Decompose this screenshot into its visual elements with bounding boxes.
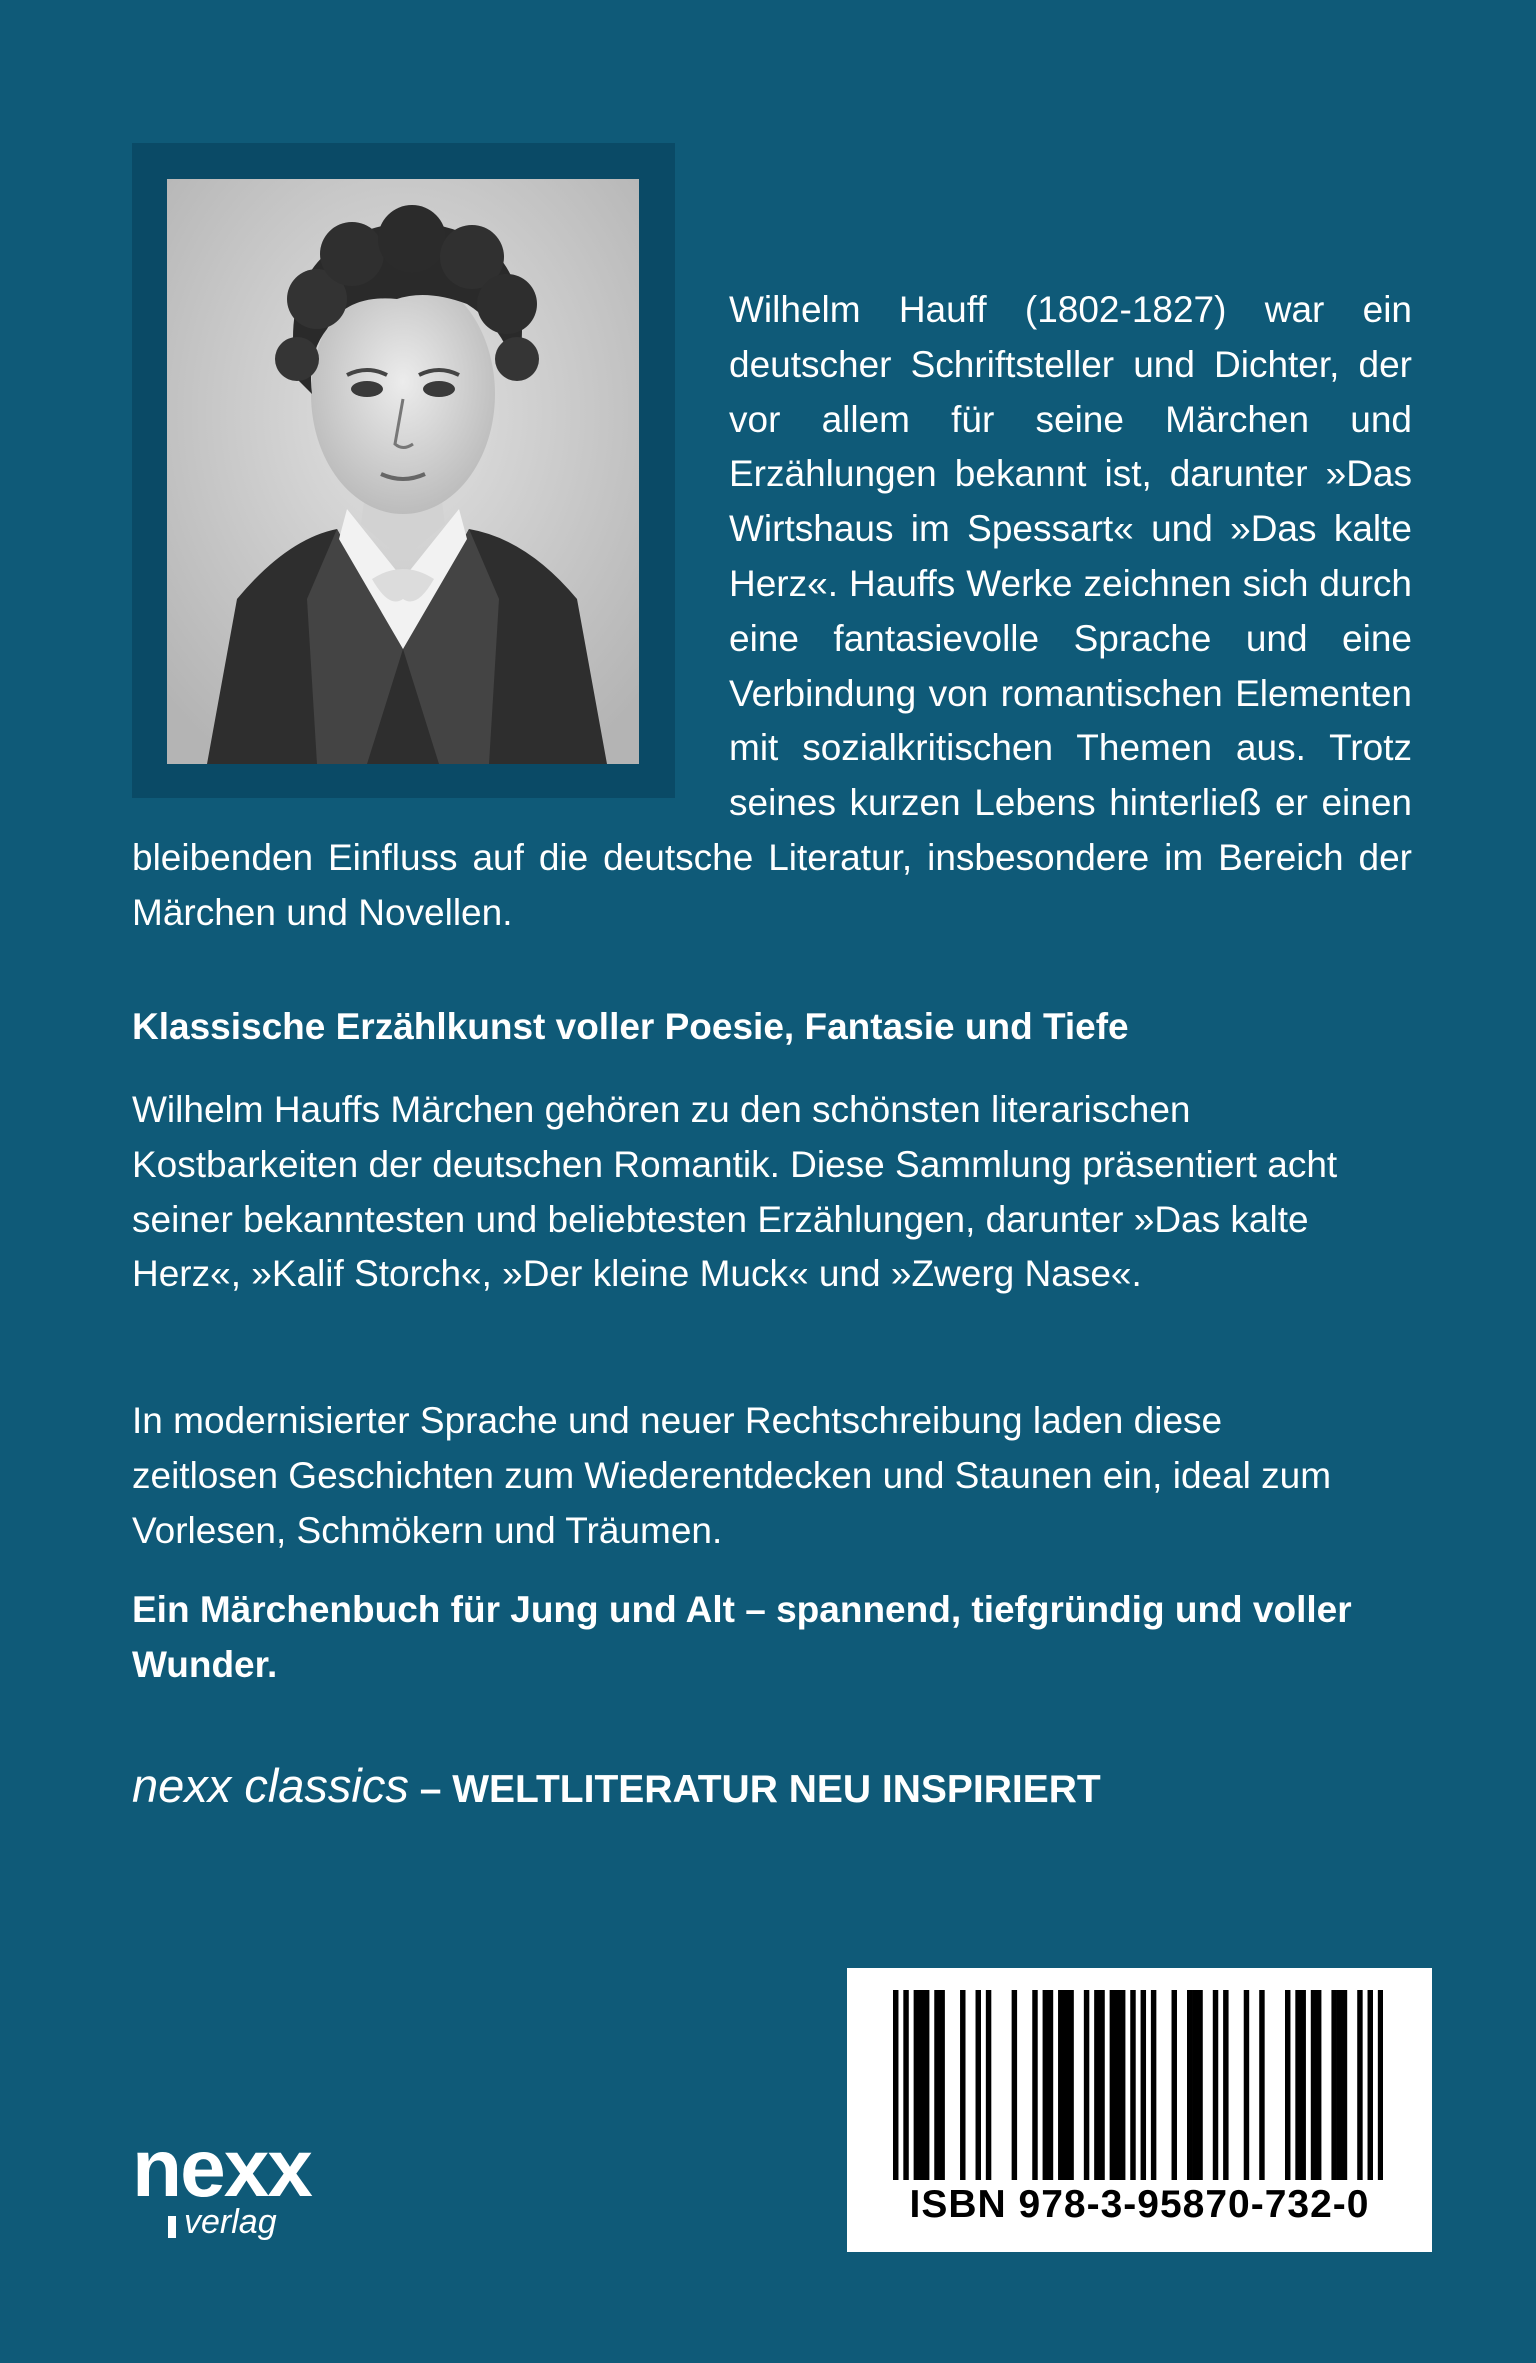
series-claim: – WELTLITERATUR NEU INSPIRIERT	[408, 1768, 1101, 1811]
barcode-bar	[1223, 1990, 1228, 2180]
barcode-bar	[1259, 1990, 1264, 2180]
barcode-bar	[1342, 1990, 1347, 2180]
barcode-bar	[1084, 1990, 1089, 2180]
barcode-bar	[976, 1990, 981, 2180]
barcode-bar	[1068, 1990, 1073, 2180]
barcode-bar	[1331, 1990, 1336, 2180]
barcode-bar	[1337, 1990, 1342, 2180]
barcode-bar	[919, 1990, 924, 2180]
barcode-bar	[1151, 1990, 1156, 2180]
isbn-label: ISBN 978-3-95870-732-0	[909, 2183, 1370, 2226]
blurb-paragraph-1: Wilhelm Hauffs Märchen gehören zu den schönsten literarischen Kostbarkeiten der deutschen Romantik. Diese Sammlung präsentiert acht seiner bekanntesten und beliebtesten Erzählungen, darunter »Das kalte Herz«, »Kalif Storch«, »Der kleine Muck« und »Zwerg Nase«.	[132, 1089, 1338, 1295]
barcode-bar	[1192, 1990, 1197, 2180]
barcode-bar	[1244, 1990, 1249, 2180]
barcode-bar	[893, 1990, 898, 2180]
barcode-bar	[1300, 1990, 1305, 2180]
blurb-paragraph-3: Ein Märchenbuch für Jung und Alt – spannend, tiefgründig und voller Wunder.	[132, 1589, 1352, 1685]
barcode-bar	[903, 1990, 908, 2180]
barcode-bar	[939, 1990, 944, 2180]
barcode-bar	[1285, 1990, 1290, 2180]
barcode-bar	[1187, 1990, 1192, 2180]
author-biography	[132, 283, 1412, 941]
barcode-bars-icon	[893, 1990, 1383, 2180]
barcode-bar	[1110, 1990, 1115, 2180]
barcode-bar	[1197, 1990, 1202, 2180]
logo-subtitle: verlag	[184, 2203, 277, 2241]
barcode-bar	[1094, 1990, 1099, 2180]
series-tagline	[132, 1756, 1412, 1820]
barcode-bar	[1063, 1990, 1068, 2180]
blurb-heading: Klassische Erzählkunst voller Poesie, Fantasie und Tiefe	[132, 1006, 1129, 1047]
barcode-bar	[1058, 1990, 1063, 2180]
publisher-logo	[132, 2123, 392, 2248]
barcode-bar	[1295, 1990, 1300, 2180]
barcode-bar	[1368, 1990, 1373, 2180]
barcode-bar	[1378, 1990, 1383, 2180]
barcode-bar	[1048, 1990, 1053, 2180]
barcode-bar	[1316, 1990, 1321, 2180]
barcode-bar	[1213, 1990, 1218, 2180]
barcode-bar	[1141, 1990, 1146, 2180]
barcode-bar	[934, 1990, 939, 2180]
barcode-bar	[1130, 1990, 1135, 2180]
series-brand: nexx classics	[132, 1759, 409, 1812]
barcode-bar	[1357, 1990, 1362, 2180]
barcode-bar	[960, 1990, 965, 2180]
barcode-bar	[924, 1990, 929, 2180]
logo-wordmark: nexx	[132, 2123, 311, 2214]
portrait-spacer	[132, 283, 729, 825]
barcode-bar	[1099, 1990, 1104, 2180]
barcode-bar	[1043, 1990, 1048, 2180]
barcode-bar	[1012, 1990, 1017, 2180]
isbn-barcode	[847, 1968, 1432, 2252]
logo-tick-icon	[168, 2216, 176, 2238]
biography-text: Wilhelm Hauff (1802-1827) war ein deutscher Schriftsteller und Dichter, der vor allem für seine Märchen und Erzählungen bekannt ist, darunter »Das Wirtshaus im Spessart« und »Das kalte Herz«. Hauffs Werke zeichnen sich durch eine fantasievolle Sprache und eine Verbindung von romantischen Elementen mit sozialkritischen Themen aus. Trotz seines kurzen Lebens hinterließ er einen bleibenden Einfluss auf die deutsche Literatur, insbesondere im Bereich der Märchen und Novellen.	[132, 289, 1412, 933]
blurb-paragraph-2: In modernisierter Sprache und neuer Rechtschreibung laden diese zeitlosen Geschichten zum Wiederentdecken und Staunen ein, ideal zum Vorlesen, Schmökern und Träumen.	[132, 1400, 1332, 1551]
barcode-bar	[1115, 1990, 1120, 2180]
barcode-bar	[986, 1990, 991, 2180]
barcode-bar	[914, 1990, 919, 2180]
barcode-bar	[1032, 1990, 1037, 2180]
barcode-bar	[1311, 1990, 1316, 2180]
barcode-bar	[1120, 1990, 1125, 2180]
barcode-bar	[1172, 1990, 1177, 2180]
